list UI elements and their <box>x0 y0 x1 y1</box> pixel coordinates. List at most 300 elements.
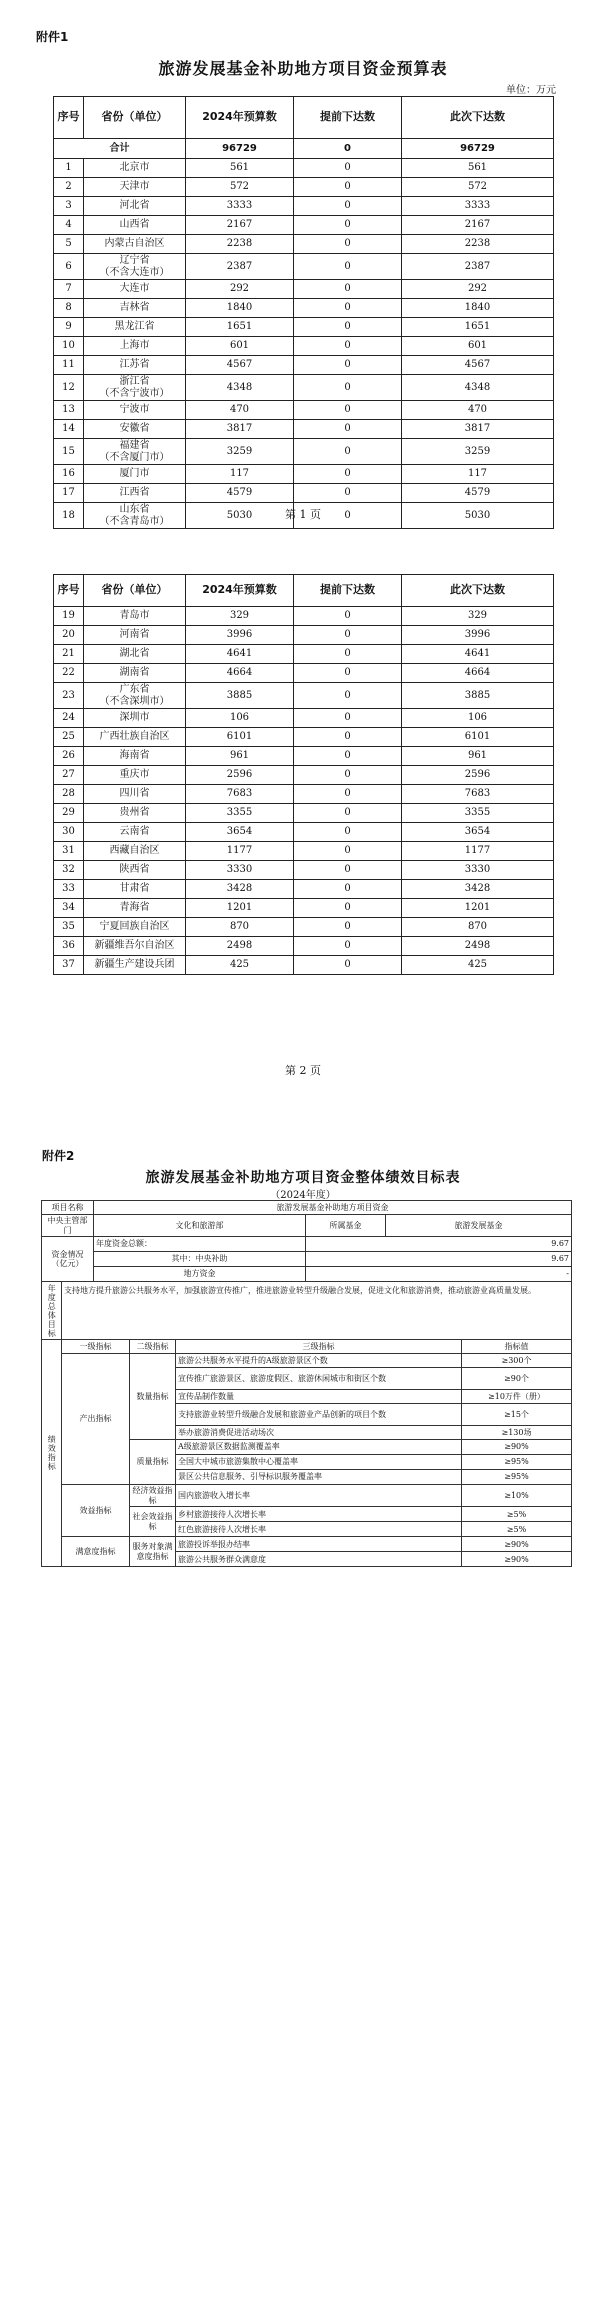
current-value: 1840 <box>402 299 554 318</box>
current-value: 3817 <box>402 420 554 439</box>
economic-indicator-label: 经济效益指标 <box>130 1485 176 1507</box>
indicator-name: A级旅游景区数据监测覆盖率 <box>176 1440 462 1455</box>
indicator-name: 支持旅游业转型升级融合发展和旅游业产品创新的项目个数 <box>176 1404 462 1426</box>
row-number: 4 <box>54 216 84 235</box>
table-row <box>54 842 554 861</box>
col-header-budget: 2024年预算数 <box>186 575 294 607</box>
indicator-value: ≥95% <box>462 1455 572 1470</box>
budget-value: 3259 <box>186 439 294 465</box>
current-value: 1201 <box>402 899 554 918</box>
row-number: 25 <box>54 728 84 747</box>
current-value: 3330 <box>402 861 554 880</box>
advance-value: 0 <box>294 823 402 842</box>
advance-value: 0 <box>294 626 402 645</box>
col-header-province: 省份（单位） <box>84 575 186 607</box>
province-name: 吉林省 <box>84 299 186 318</box>
province-name: 山东省 （不含青岛市） <box>84 503 186 529</box>
row-number: 17 <box>54 484 84 503</box>
current-value: 2167 <box>402 216 554 235</box>
row-number: 31 <box>54 842 84 861</box>
budget-value: 561 <box>186 159 294 178</box>
funding-label: 资金情况 （亿元） <box>42 1237 94 1282</box>
current-value: 561 <box>402 159 554 178</box>
project-name-value: 旅游发展基金补助地方项目资金 <box>94 1201 572 1215</box>
indicator-value: ≥5% <box>462 1522 572 1537</box>
social-indicator-label: 社会效益指标 <box>130 1507 176 1537</box>
advance-value: 0 <box>294 709 402 728</box>
advance-value: 0 <box>294 484 402 503</box>
indicator-value: ≥90% <box>462 1552 572 1567</box>
row-number: 1 <box>54 159 84 178</box>
table-row <box>54 356 554 375</box>
current-value: 106 <box>402 709 554 728</box>
indicator-value: ≥300个 <box>462 1354 572 1368</box>
row-number: 23 <box>54 683 84 709</box>
table-row <box>54 159 554 178</box>
province-name: 深圳市 <box>84 709 186 728</box>
current-value: 2387 <box>402 254 554 280</box>
budget-value: 3428 <box>186 880 294 899</box>
indicator-value: ≥130场 <box>462 1426 572 1440</box>
province-name: 上海市 <box>84 337 186 356</box>
table-row <box>54 645 554 664</box>
advance-value: 0 <box>294 420 402 439</box>
row-number: 26 <box>54 747 84 766</box>
budget-value: 6101 <box>186 728 294 747</box>
row-number: 29 <box>54 804 84 823</box>
province-name: 黑龙江省 <box>84 318 186 337</box>
province-name: 青岛市 <box>84 607 186 626</box>
quantity-indicator-label: 数量指标 <box>130 1354 176 1440</box>
table-row <box>54 375 554 401</box>
indicator-value: ≥90个 <box>462 1368 572 1390</box>
advance-value: 0 <box>294 375 402 401</box>
budget-table-page1 <box>53 96 554 529</box>
budget-value: 470 <box>186 401 294 420</box>
table-row <box>54 956 554 975</box>
row-number: 32 <box>54 861 84 880</box>
row-number: 10 <box>54 337 84 356</box>
advance-value: 0 <box>294 318 402 337</box>
current-value: 572 <box>402 178 554 197</box>
col-header-no: 序号 <box>54 97 84 139</box>
budget-value: 3330 <box>186 861 294 880</box>
current-value: 1651 <box>402 318 554 337</box>
province-name: 贵州省 <box>84 804 186 823</box>
current-value: 4641 <box>402 645 554 664</box>
indicator-name: 旅游公共服务水平提升的A级旅游景区个数 <box>176 1354 462 1368</box>
row-number: 28 <box>54 785 84 804</box>
indicator-name: 宣传推广旅游景区、旅游度假区、旅游休闲城市和街区个数 <box>176 1368 462 1390</box>
current-value: 470 <box>402 401 554 420</box>
budget-value: 3654 <box>186 823 294 842</box>
province-name: 安徽省 <box>84 420 186 439</box>
table-row <box>54 401 554 420</box>
indicator-name: 举办旅游消费促进活动场次 <box>176 1426 462 1440</box>
dept-label: 中央主管部门 <box>42 1215 94 1237</box>
indicator-name: 景区公共信息服务、引导标识服务覆盖率 <box>176 1470 462 1485</box>
advance-value: 0 <box>294 439 402 465</box>
current-value: 7683 <box>402 785 554 804</box>
budget-value: 2238 <box>186 235 294 254</box>
province-name: 江苏省 <box>84 356 186 375</box>
col-header-current: 此次下达数 <box>402 97 554 139</box>
advance-value: 0 <box>294 356 402 375</box>
advance-value: 0 <box>294 956 402 975</box>
current-value: 4664 <box>402 664 554 683</box>
table-row <box>54 607 554 626</box>
province-name: 山西省 <box>84 216 186 235</box>
total-current: 96729 <box>402 139 554 159</box>
row-number: 18 <box>54 503 84 529</box>
advance-value: 0 <box>294 683 402 709</box>
budget-value: 3817 <box>186 420 294 439</box>
province-name: 广东省 （不含深圳市） <box>84 683 186 709</box>
satisfaction-indicator-label: 满意度指标 <box>62 1537 130 1567</box>
performance-table <box>41 1200 572 1567</box>
table-row <box>54 280 554 299</box>
indicator-value: ≥95% <box>462 1470 572 1485</box>
annual-goal-text: 支持地方提升旅游公共服务水平，加强旅游宣传推广，推进旅游业转型升级融合发展，促进文化和旅游消费，推动旅游业高质量发展。 <box>62 1282 572 1340</box>
col-header-no: 序号 <box>54 575 84 607</box>
row-number: 20 <box>54 626 84 645</box>
budget-value: 329 <box>186 607 294 626</box>
indicator-value: ≥15个 <box>462 1404 572 1426</box>
row-number: 6 <box>54 254 84 280</box>
budget-value: 870 <box>186 918 294 937</box>
current-value: 1177 <box>402 842 554 861</box>
budget-value: 601 <box>186 337 294 356</box>
fund-label: 所属基金 <box>306 1215 386 1237</box>
province-name: 内蒙古自治区 <box>84 235 186 254</box>
current-value: 3355 <box>402 804 554 823</box>
col-header-current: 此次下达数 <box>402 575 554 607</box>
advance-value: 0 <box>294 918 402 937</box>
current-value: 4567 <box>402 356 554 375</box>
total-label: 合计 <box>54 139 186 159</box>
advance-value: 0 <box>294 254 402 280</box>
row-number: 11 <box>54 356 84 375</box>
current-value: 2498 <box>402 937 554 956</box>
province-name: 天津市 <box>84 178 186 197</box>
current-value: 870 <box>402 918 554 937</box>
budget-value: 117 <box>186 465 294 484</box>
budget-value: 3333 <box>186 197 294 216</box>
indicator-name: 宣传品制作数量 <box>176 1390 462 1404</box>
row-number: 37 <box>54 956 84 975</box>
province-name: 重庆市 <box>84 766 186 785</box>
output-indicator-label: 产出指标 <box>62 1354 130 1485</box>
budget-value: 3355 <box>186 804 294 823</box>
indicator-name: 国内旅游收入增长率 <box>176 1485 462 1507</box>
province-name: 河南省 <box>84 626 186 645</box>
indicator-value: ≥10% <box>462 1485 572 1507</box>
current-value: 3428 <box>402 880 554 899</box>
col-header-advance: 提前下达数 <box>294 97 402 139</box>
row-number: 24 <box>54 709 84 728</box>
advance-value: 0 <box>294 899 402 918</box>
page-number-1: 第 1 页 <box>285 508 321 521</box>
province-name: 宁夏回族自治区 <box>84 918 186 937</box>
fund-value: 旅游发展基金 <box>386 1215 572 1237</box>
advance-value: 0 <box>294 747 402 766</box>
col-level3: 三级指标 <box>176 1340 462 1354</box>
province-name: 厦门市 <box>84 465 186 484</box>
table-row <box>54 728 554 747</box>
col-value: 指标值 <box>462 1340 572 1354</box>
budget-value: 1177 <box>186 842 294 861</box>
budget-value: 4641 <box>186 645 294 664</box>
province-name: 陕西省 <box>84 861 186 880</box>
advance-value: 0 <box>294 645 402 664</box>
current-value: 117 <box>402 465 554 484</box>
table-row <box>54 880 554 899</box>
advance-value: 0 <box>294 299 402 318</box>
row-number: 22 <box>54 664 84 683</box>
budget-value: 7683 <box>186 785 294 804</box>
province-name: 云南省 <box>84 823 186 842</box>
province-name: 甘肃省 <box>84 880 186 899</box>
row-number: 21 <box>54 645 84 664</box>
unit-label: 单位：万元 <box>506 85 556 96</box>
project-name-label: 项目名称 <box>42 1201 94 1215</box>
table-row <box>54 439 554 465</box>
row-number: 36 <box>54 937 84 956</box>
budget-value: 572 <box>186 178 294 197</box>
annual-total-value: 9.67 <box>306 1237 572 1252</box>
budget-table-page2 <box>53 574 554 975</box>
row-number: 8 <box>54 299 84 318</box>
indicator-value: ≥90% <box>462 1537 572 1552</box>
total-budget: 96729 <box>186 139 294 159</box>
performance-table-title: 旅游发展基金补助地方项目资金整体绩效目标表 <box>145 1170 461 1186</box>
advance-value: 0 <box>294 861 402 880</box>
province-name: 四川省 <box>84 785 186 804</box>
advance-value: 0 <box>294 728 402 747</box>
row-number: 16 <box>54 465 84 484</box>
table-row <box>54 318 554 337</box>
table-row <box>54 937 554 956</box>
table-row <box>54 254 554 280</box>
province-name: 河北省 <box>84 197 186 216</box>
advance-value: 0 <box>294 664 402 683</box>
province-name: 新疆维吾尔自治区 <box>84 937 186 956</box>
row-number: 3 <box>54 197 84 216</box>
current-value: 601 <box>402 337 554 356</box>
current-value: 292 <box>402 280 554 299</box>
indicator-value: ≥90% <box>462 1440 572 1455</box>
province-name: 青海省 <box>84 899 186 918</box>
indicator-name: 乡村旅游接待人次增长率 <box>176 1507 462 1522</box>
performance-indicator-label: 绩效指标 <box>42 1340 62 1567</box>
advance-value: 0 <box>294 880 402 899</box>
current-value: 3885 <box>402 683 554 709</box>
budget-value: 4567 <box>186 356 294 375</box>
table-row <box>54 626 554 645</box>
current-value: 5030 <box>402 503 554 529</box>
current-value: 425 <box>402 956 554 975</box>
attachment-label-1: 附件1 <box>36 30 69 44</box>
budget-value: 4348 <box>186 375 294 401</box>
advance-value: 0 <box>294 842 402 861</box>
row-number: 35 <box>54 918 84 937</box>
indicator-row <box>42 1537 572 1552</box>
performance-table-subtitle: （2024年度） <box>270 1190 336 1201</box>
advance-value: 0 <box>294 216 402 235</box>
table-row <box>54 804 554 823</box>
current-value: 2596 <box>402 766 554 785</box>
advance-value: 0 <box>294 235 402 254</box>
table-row <box>54 337 554 356</box>
row-number: 7 <box>54 280 84 299</box>
table-row <box>54 899 554 918</box>
table-row <box>54 235 554 254</box>
advance-value: 0 <box>294 465 402 484</box>
row-number: 34 <box>54 899 84 918</box>
budget-value: 2167 <box>186 216 294 235</box>
table-row <box>54 709 554 728</box>
province-name: 辽宁省 （不含大连市） <box>84 254 186 280</box>
table-row <box>54 664 554 683</box>
col-level1: 一级指标 <box>62 1340 130 1354</box>
col-header-advance: 提前下达数 <box>294 575 402 607</box>
indicator-row <box>42 1354 572 1368</box>
budget-value: 292 <box>186 280 294 299</box>
indicator-row <box>42 1485 572 1507</box>
table-row <box>54 197 554 216</box>
advance-value: 0 <box>294 280 402 299</box>
budget-value: 2387 <box>186 254 294 280</box>
budget-value: 106 <box>186 709 294 728</box>
budget-value: 4664 <box>186 664 294 683</box>
province-name: 大连市 <box>84 280 186 299</box>
province-name: 新疆生产建设兵团 <box>84 956 186 975</box>
indicator-value: ≥10万件（册） <box>462 1390 572 1404</box>
table-row <box>54 299 554 318</box>
budget-value: 961 <box>186 747 294 766</box>
indicator-name: 旅游公共服务群众满意度 <box>176 1552 462 1567</box>
table-row <box>54 178 554 197</box>
province-name: 江西省 <box>84 484 186 503</box>
local-fund-label: 地方资金 <box>94 1267 306 1282</box>
indicator-name: 旅游投诉举报办结率 <box>176 1537 462 1552</box>
advance-value: 0 <box>294 937 402 956</box>
local-fund-value: - <box>306 1267 572 1282</box>
row-number: 12 <box>54 375 84 401</box>
central-subsidy-value: 9.67 <box>306 1252 572 1267</box>
service-satisfaction-label: 服务对象满意度指标 <box>130 1537 176 1567</box>
budget-value: 2596 <box>186 766 294 785</box>
advance-value: 0 <box>294 785 402 804</box>
row-number: 30 <box>54 823 84 842</box>
row-number: 2 <box>54 178 84 197</box>
indicator-value: ≥5% <box>462 1507 572 1522</box>
current-value: 6101 <box>402 728 554 747</box>
current-value: 3333 <box>402 197 554 216</box>
table-row <box>54 216 554 235</box>
central-subsidy-label: 其中：中央补助 <box>94 1252 306 1267</box>
province-name: 宁波市 <box>84 401 186 420</box>
indicator-name: 红色旅游接待人次增长率 <box>176 1522 462 1537</box>
budget-value: 2498 <box>186 937 294 956</box>
advance-value: 0 <box>294 503 402 529</box>
province-name: 福建省 （不含厦门市） <box>84 439 186 465</box>
table-row <box>54 766 554 785</box>
table-row <box>54 747 554 766</box>
advance-value: 0 <box>294 337 402 356</box>
table-row <box>54 484 554 503</box>
budget-table-title: 旅游发展基金补助地方项目资金预算表 <box>158 59 448 78</box>
budget-value: 5030 <box>186 503 294 529</box>
benefit-indicator-label: 效益指标 <box>62 1485 130 1537</box>
row-number: 15 <box>54 439 84 465</box>
budget-value: 1201 <box>186 899 294 918</box>
table-row <box>54 918 554 937</box>
row-number: 13 <box>54 401 84 420</box>
budget-value: 1651 <box>186 318 294 337</box>
col-level2: 二级指标 <box>130 1340 176 1354</box>
page-number-2: 第 2 页 <box>285 1064 321 1077</box>
province-name: 北京市 <box>84 159 186 178</box>
row-number: 19 <box>54 607 84 626</box>
current-value: 2238 <box>402 235 554 254</box>
table-row <box>54 785 554 804</box>
current-value: 961 <box>402 747 554 766</box>
total-row <box>54 139 554 159</box>
advance-value: 0 <box>294 804 402 823</box>
current-value: 3654 <box>402 823 554 842</box>
province-name: 海南省 <box>84 747 186 766</box>
dept-value: 文化和旅游部 <box>94 1215 306 1237</box>
row-number: 33 <box>54 880 84 899</box>
row-number: 9 <box>54 318 84 337</box>
col-header-budget: 2024年预算数 <box>186 97 294 139</box>
row-number: 5 <box>54 235 84 254</box>
advance-value: 0 <box>294 197 402 216</box>
advance-value: 0 <box>294 401 402 420</box>
row-number: 27 <box>54 766 84 785</box>
attachment-label-2: 附件2 <box>42 1149 75 1163</box>
annual-goal-label: 年度总体目标 <box>42 1282 62 1340</box>
current-value: 4579 <box>402 484 554 503</box>
total-advance: 0 <box>294 139 402 159</box>
table-row <box>54 861 554 880</box>
annual-total-label: 年度资金总额： <box>94 1237 306 1252</box>
advance-value: 0 <box>294 159 402 178</box>
col-header-province: 省份（单位） <box>84 97 186 139</box>
province-name: 湖北省 <box>84 645 186 664</box>
province-name: 湖南省 <box>84 664 186 683</box>
advance-value: 0 <box>294 607 402 626</box>
table-row <box>54 465 554 484</box>
budget-value: 4579 <box>186 484 294 503</box>
row-number: 14 <box>54 420 84 439</box>
current-value: 4348 <box>402 375 554 401</box>
budget-value: 3996 <box>186 626 294 645</box>
budget-value: 1840 <box>186 299 294 318</box>
budget-value: 3885 <box>186 683 294 709</box>
province-name: 浙江省 （不含宁波市） <box>84 375 186 401</box>
current-value: 3996 <box>402 626 554 645</box>
quality-indicator-label: 质量指标 <box>130 1440 176 1485</box>
budget-value: 425 <box>186 956 294 975</box>
table-row <box>54 683 554 709</box>
table-row <box>54 420 554 439</box>
advance-value: 0 <box>294 766 402 785</box>
current-value: 329 <box>402 607 554 626</box>
province-name: 西藏自治区 <box>84 842 186 861</box>
advance-value: 0 <box>294 178 402 197</box>
